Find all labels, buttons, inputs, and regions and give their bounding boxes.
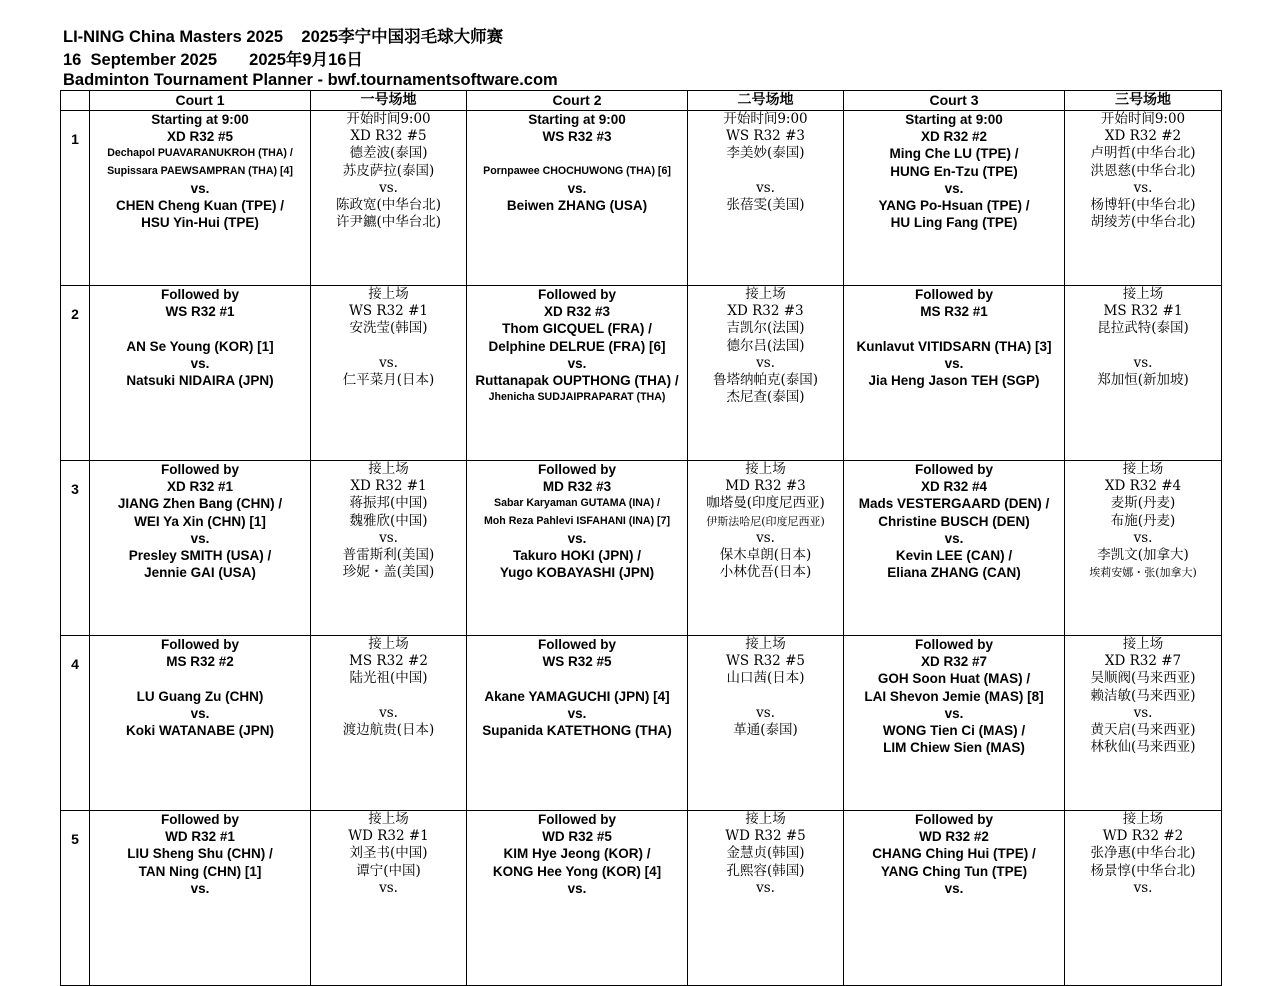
court-2-match	[467, 636, 688, 811]
match-line: Followed by	[160, 637, 239, 652]
match-line: CHEN Cheng Kuan (TPE) /	[116, 197, 284, 213]
court-1-cn-header: 一号场地	[311, 91, 467, 111]
match-line: HSU Yin-Hui (TPE)	[141, 215, 259, 231]
match-line: Followed by	[537, 462, 616, 477]
match-line: WD R32 #5	[725, 828, 806, 845]
match-line: GOH Soon Huat (MAS) /	[877, 671, 1031, 687]
match-line	[467, 145, 687, 162]
match-line: 保木卓朗(日本)	[719, 546, 812, 563]
match-line: 昆拉武特(泰国)	[1097, 320, 1189, 337]
match-line: Followed by	[914, 462, 993, 477]
match-line: 杰尼查(泰国)	[726, 389, 805, 406]
match-line: vs.	[756, 354, 775, 371]
court-2-cn-match	[688, 636, 844, 811]
court-2-header: Court 2	[467, 91, 688, 111]
match-line: Jhenicha SUDJAIPRAPARAT (THA)	[488, 391, 666, 404]
match-line: 革通(泰国)	[733, 721, 798, 738]
slot-number: 4	[61, 636, 90, 811]
match-line	[467, 897, 687, 914]
match-line: Delphine DELRUE (FRA) [6]	[488, 338, 666, 354]
row-number-header	[61, 91, 90, 111]
slot-number: 5	[61, 811, 90, 986]
match-line: 许尹鑣(中华台北)	[335, 214, 442, 231]
match-line: XD R32 #5	[350, 128, 427, 145]
court-1-match	[90, 111, 311, 286]
match-line: vs.	[1133, 879, 1153, 896]
match-line: KIM Hye Jeong (KOR) /	[503, 846, 651, 862]
match-line: Followed by	[537, 287, 616, 302]
match-line: Beiwen ZHANG (USA)	[506, 197, 648, 213]
match-line: 卢明哲(中华台北)	[1090, 145, 1196, 162]
match-line: XD R32 #7	[920, 654, 988, 670]
match-line: 埃莉安娜・张(加拿大)	[1089, 566, 1197, 580]
match-line: XD R32 #5	[166, 129, 234, 145]
slot-number: 1	[61, 111, 90, 286]
match-line: 杨博轩(中华台北)	[1090, 196, 1196, 213]
match-line: XD R32 #7	[1104, 653, 1182, 670]
court-3-cn-match	[1065, 461, 1222, 636]
match-line	[90, 739, 310, 756]
match-line: KONG Hee Yong (KOR) [4]	[492, 863, 662, 879]
match-line	[688, 914, 843, 931]
match-line	[467, 739, 687, 756]
court-2-cn-match	[688, 111, 844, 286]
match-line: vs.	[944, 880, 964, 896]
court-3-cn-match	[1065, 286, 1222, 461]
court-2-cn-match	[688, 461, 844, 636]
match-line: 鲁塔纳帕克(泰国)	[712, 371, 819, 388]
match-line: vs.	[944, 355, 964, 371]
match-line	[90, 389, 310, 406]
match-line: Starting at 9:00	[905, 112, 1003, 127]
match-line: MS R32 #1	[1103, 303, 1183, 320]
match-line	[1065, 914, 1221, 931]
match-slot-row	[61, 111, 1222, 286]
match-line: LIU Sheng Shu (CHN) /	[127, 846, 273, 862]
match-line: Followed by	[914, 287, 993, 302]
match-line	[688, 897, 843, 914]
match-line: WONG Tien Ci (MAS) /	[882, 722, 1026, 738]
match-line: vs.	[567, 355, 587, 371]
match-line	[844, 914, 1064, 931]
court-2-match	[467, 111, 688, 286]
match-line: 郑加恒(新加坡)	[1097, 371, 1189, 388]
court-2-cn-header: 二号场地	[688, 91, 844, 111]
match-line: Thom GICQUEL (FRA) /	[502, 321, 652, 337]
match-line: 接上场	[368, 286, 409, 302]
match-line: LAI Shevon Jemie (MAS) [8]	[864, 688, 1044, 704]
match-line: Mads VESTERGAARD (DEN) /	[858, 496, 1050, 512]
match-line: WS R32 #5	[726, 653, 805, 670]
match-line: AN Se Young (KOR) [1]	[126, 338, 274, 354]
match-slot-row	[61, 636, 1222, 811]
match-line: MD R32 #3	[725, 478, 806, 495]
match-line: WS R32 #1	[165, 304, 235, 320]
match-line: 接上场	[368, 636, 409, 652]
slot-number: 2	[61, 286, 90, 461]
match-line: vs.	[567, 530, 587, 546]
match-line: 胡绫芳(中华台北)	[1090, 214, 1196, 231]
match-line: 安洗莹(韩国)	[349, 320, 428, 337]
match-line	[311, 897, 466, 914]
match-line: 陆光祖(中国)	[349, 670, 428, 687]
match-line: XD R32 #2	[920, 129, 988, 145]
match-line: 李美妙(泰国)	[726, 145, 805, 162]
court-1-cn-match	[311, 111, 467, 286]
court-3-match	[844, 636, 1065, 811]
court-1-match	[90, 811, 311, 986]
match-line: TAN Ning (CHN) [1]	[138, 863, 262, 879]
match-line: 金慧贞(韩国)	[726, 845, 805, 862]
court-3-match	[844, 811, 1065, 986]
match-line	[1065, 338, 1221, 355]
match-line: 苏皮萨拉(泰国)	[342, 162, 435, 179]
match-line	[688, 688, 843, 705]
match-line: vs.	[190, 355, 210, 371]
match-line: 接上场	[745, 461, 786, 477]
match-line: XD R32 #3	[727, 303, 804, 320]
match-line	[90, 670, 310, 687]
match-line	[311, 338, 466, 355]
match-line: Followed by	[160, 287, 239, 302]
match-line: 咖塔曼(印度尼西亚)	[706, 495, 825, 512]
court-1-match	[90, 286, 311, 461]
match-line: vs.	[379, 354, 398, 371]
match-line: vs.	[190, 180, 210, 196]
match-line	[311, 739, 466, 756]
match-line: XD R32 #4	[1104, 478, 1182, 495]
match-line: Presley SMITH (USA) /	[128, 547, 272, 563]
match-line: WD R32 #1	[348, 828, 429, 845]
tournament-title: LI-NING China Masters 2025 2025李宁中国羽毛球大师赛	[63, 28, 504, 46]
match-line: 开始时间9:00	[1100, 111, 1186, 127]
match-line	[844, 389, 1064, 406]
schedule-date: 16 September 2025 2025年9月16日	[63, 51, 363, 69]
match-line: MS R32 #2	[166, 654, 234, 670]
match-line: 接上场	[1122, 636, 1164, 652]
match-line: 渡边航贵(日本)	[342, 721, 435, 738]
match-line: 开始时间9:00	[346, 111, 431, 127]
match-line: MS R32 #1	[920, 304, 988, 320]
match-line: 刘圣书(中国)	[349, 845, 428, 862]
match-line: Moh Reza Pahlevi ISFAHANI (INA) [7]	[483, 514, 670, 527]
match-line: WEI Ya Xin (CHN) [1]	[134, 513, 266, 529]
match-line	[467, 670, 687, 687]
match-line: 陈政宽(中华台北)	[335, 196, 442, 213]
match-line: vs.	[1133, 354, 1153, 371]
match-line: vs.	[567, 880, 587, 896]
match-line: vs.	[944, 180, 964, 196]
match-line: LIM Chiew Sien (MAS)	[883, 740, 1025, 756]
match-line: Eliana ZHANG (CAN)	[887, 565, 1021, 581]
match-line	[311, 389, 466, 406]
match-line: 接上场	[1122, 811, 1164, 827]
match-line: Followed by	[914, 812, 993, 827]
match-line: Kunlavut VITIDSARN (THA) [3]	[856, 338, 1052, 354]
match-line	[90, 914, 310, 931]
match-line: XD R32 #1	[350, 478, 427, 495]
match-line: vs.	[379, 179, 398, 196]
match-line: 普雷斯利(美国)	[342, 546, 435, 563]
match-line: 吴顺阀(马来西亚)	[1090, 670, 1196, 687]
match-line: 山口茜(日本)	[726, 670, 805, 687]
match-line: vs.	[379, 529, 398, 546]
match-line: CHANG Ching Hui (TPE) /	[872, 846, 1036, 862]
court-1-match	[90, 636, 311, 811]
match-line: vs.	[379, 879, 398, 896]
match-line: vs.	[756, 179, 775, 196]
match-line: vs.	[190, 880, 210, 896]
match-line: XD R32 #4	[920, 479, 988, 495]
match-line: 接上场	[368, 811, 409, 827]
court-1-cn-match	[311, 811, 467, 986]
court-3-cn-match	[1065, 111, 1222, 286]
match-line: Ming Che LU (TPE) /	[889, 146, 1019, 162]
match-line: 接上场	[745, 636, 786, 652]
court-1-cn-match	[311, 636, 467, 811]
match-line: 德尔吕(法国)	[726, 337, 805, 354]
court-3-match	[844, 461, 1065, 636]
match-slot-row	[61, 811, 1222, 986]
match-line: Supissara PAEWSAMPRAN (THA) [4]	[107, 164, 293, 177]
match-line: Jennie GAI (USA)	[144, 565, 256, 581]
court-2-match	[467, 461, 688, 636]
court-header-row	[61, 91, 1222, 111]
match-line: vs.	[756, 704, 775, 721]
match-line: Christine BUSCH (DEN)	[878, 513, 1030, 529]
match-line: Pornpawee CHOCHUWONG (THA) [6]	[483, 164, 671, 177]
match-line	[467, 214, 687, 231]
court-1-match	[90, 461, 311, 636]
match-line: 布施(丹麦)	[1110, 512, 1176, 529]
match-line	[90, 897, 310, 914]
match-line: 接上场	[745, 811, 786, 827]
match-line: 张净惠(中华台北)	[1090, 845, 1196, 862]
court-1-cn-match	[311, 461, 467, 636]
match-line: Natsuki NIDAIRA (JPN)	[126, 372, 274, 388]
match-line: vs.	[190, 530, 210, 546]
match-line: Akane YAMAGUCHI (JPN) [4]	[484, 688, 670, 704]
match-line: Followed by	[160, 812, 239, 827]
match-line	[311, 914, 466, 931]
court-2-match	[467, 286, 688, 461]
court-3-cn-header: 三号场地	[1065, 91, 1222, 111]
match-line: WD R32 #5	[542, 829, 612, 845]
court-schedule-table	[60, 90, 1222, 986]
match-line: Yugo KOBAYASHI (JPN)	[499, 565, 655, 581]
match-line: 麦斯(丹麦)	[1110, 495, 1176, 512]
match-line: 接上场	[1122, 461, 1164, 477]
match-line: HU Ling Fang (TPE)	[890, 215, 1018, 231]
match-line: WS R32 #3	[726, 128, 805, 145]
match-line: XD R32 #3	[543, 304, 611, 320]
match-line: Koki WATANABE (JPN)	[126, 722, 274, 738]
match-line: 德差波(泰国)	[349, 145, 428, 162]
match-line: WS R32 #5	[542, 654, 612, 670]
match-line: vs.	[567, 180, 587, 196]
match-line: 孔熙容(韩国)	[726, 862, 805, 879]
match-line: WD R32 #2	[1102, 828, 1184, 845]
match-line: Starting at 9:00	[528, 112, 626, 127]
match-line: vs.	[567, 705, 587, 721]
planner-source: Badminton Tournament Planner - bwf.tournamentsoftware.com	[63, 71, 558, 89]
match-line: 接上场	[1122, 286, 1164, 302]
match-line: Followed by	[914, 637, 993, 652]
match-line: Starting at 9:00	[151, 112, 249, 127]
match-line: WS R32 #3	[542, 129, 612, 145]
match-line: YANG Po-Hsuan (TPE) /	[878, 197, 1030, 213]
match-line: 仁平菜月(日本)	[342, 371, 435, 388]
match-line: MD R32 #3	[542, 479, 612, 495]
match-line: 黄天启(马来西亚)	[1090, 721, 1196, 738]
match-line: vs.	[944, 530, 964, 546]
match-line: 李凯文(加拿大)	[1097, 546, 1189, 563]
match-line: JIANG Zhen Bang (CHN) /	[117, 496, 283, 512]
court-3-header: Court 3	[844, 91, 1065, 111]
match-line: Followed by	[537, 812, 616, 827]
match-line	[844, 320, 1064, 337]
match-line: Takuro HOKI (JPN) /	[512, 547, 641, 563]
match-line	[688, 739, 843, 756]
match-line: vs.	[1133, 179, 1153, 196]
match-line: WD R32 #2	[919, 829, 989, 845]
court-3-cn-match	[1065, 811, 1222, 986]
match-line: LU Guang Zu (CHN)	[136, 688, 264, 704]
match-line: Followed by	[160, 462, 239, 477]
match-line: 接上场	[745, 286, 786, 302]
court-3-match	[844, 111, 1065, 286]
match-line: 接上场	[368, 461, 409, 477]
match-line: XD R32 #2	[1104, 128, 1182, 145]
match-line: Jia Heng Jason TEH (SGP)	[868, 372, 1040, 388]
match-line: 开始时间9:00	[723, 111, 808, 127]
match-line: WD R32 #1	[165, 829, 235, 845]
match-line	[467, 914, 687, 931]
match-line: 伊斯法哈尼(印度尼西亚)	[706, 514, 825, 528]
match-line: vs.	[1133, 529, 1153, 546]
match-line: YANG Ching Tun (TPE)	[880, 863, 1028, 879]
court-1-header: Court 1	[90, 91, 311, 111]
match-line: 小林优吾(日本)	[719, 564, 812, 581]
match-line: WS R32 #1	[349, 303, 428, 320]
match-line: 洪恩慈(中华台北)	[1090, 162, 1196, 179]
match-line	[90, 320, 310, 337]
match-slot-row	[61, 461, 1222, 636]
match-slot-row	[61, 286, 1222, 461]
match-line: 林秋仙(马来西亚)	[1090, 739, 1196, 756]
match-line	[844, 897, 1064, 914]
match-line: vs.	[1133, 704, 1153, 721]
match-line: 谭宁(中国)	[356, 862, 421, 879]
court-3-cn-match	[1065, 636, 1222, 811]
match-line	[1065, 897, 1221, 914]
match-line: Kevin LEE (CAN) /	[895, 547, 1013, 563]
match-line: vs.	[944, 705, 964, 721]
court-2-cn-match	[688, 286, 844, 461]
match-line: 吉凯尔(法国)	[726, 320, 805, 337]
match-line: HUNG En-Tzu (TPE)	[890, 163, 1018, 179]
match-line: 魏雅欣(中国)	[349, 512, 428, 529]
match-line: Dechapol PUAVARANUKROH (THA) /	[107, 147, 293, 160]
match-line: vs.	[756, 529, 775, 546]
match-line: 赖洁敏(马来西亚)	[1090, 687, 1196, 704]
court-3-match	[844, 286, 1065, 461]
match-line: vs.	[756, 879, 775, 896]
match-line	[688, 163, 843, 180]
match-line	[1065, 389, 1221, 406]
court-1-cn-match	[311, 286, 467, 461]
match-line: 珍妮・盖(美国)	[342, 564, 435, 581]
match-line: Sabar Karyaman GUTAMA (INA) /	[494, 497, 660, 510]
match-line	[311, 688, 466, 705]
match-line: 张蓓雯(美国)	[726, 196, 805, 213]
match-line: Supanida KATETHONG (THA)	[482, 722, 672, 738]
match-line: MS R32 #2	[349, 653, 428, 670]
match-line: 杨景惇(中华台北)	[1090, 862, 1196, 879]
match-line: XD R32 #1	[166, 479, 234, 495]
court-2-cn-match	[688, 811, 844, 986]
match-line: Followed by	[537, 637, 616, 652]
slot-number: 3	[61, 461, 90, 636]
court-2-match	[467, 811, 688, 986]
match-line	[688, 214, 843, 231]
match-line: vs.	[379, 704, 398, 721]
match-line: vs.	[190, 705, 210, 721]
match-line: 蒋振邦(中国)	[349, 495, 428, 512]
match-line: Ruttanapak OUPTHONG (THA) /	[475, 372, 679, 388]
